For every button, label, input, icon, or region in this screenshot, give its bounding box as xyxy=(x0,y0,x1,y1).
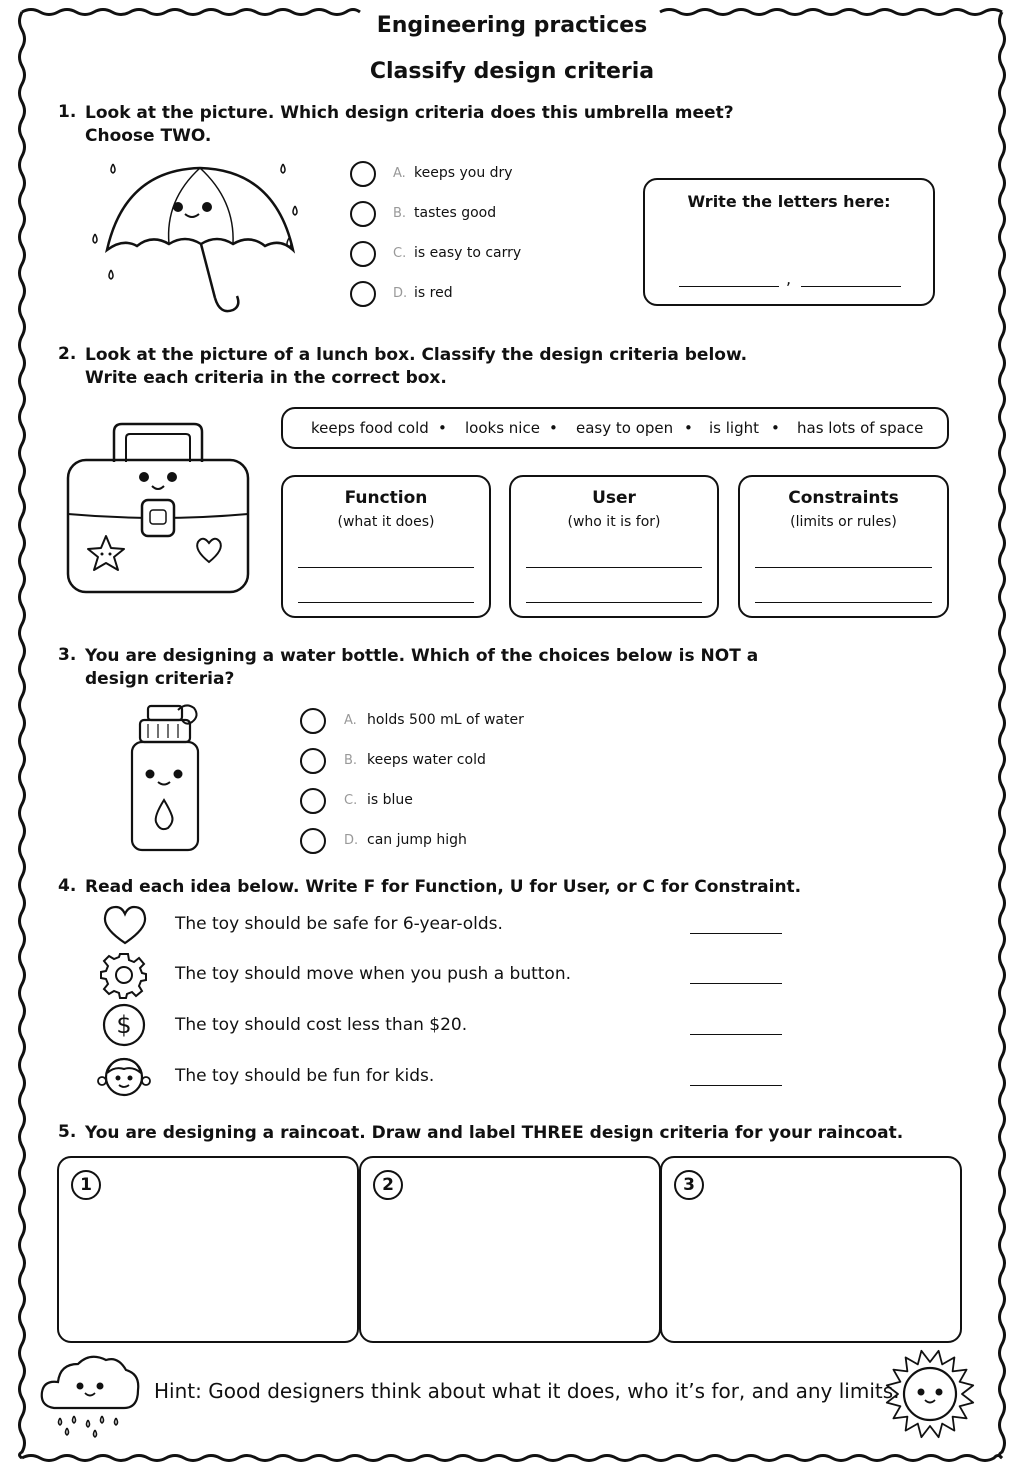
q1-answer-blank-1[interactable] xyxy=(679,286,779,287)
q4-answer-blank[interactable] xyxy=(690,1034,782,1035)
q3-number: 3. xyxy=(58,645,77,665)
raincoat-drawing-panel-1[interactable] xyxy=(57,1156,359,1343)
q4-number: 4. xyxy=(58,876,77,896)
gear-icon xyxy=(101,952,147,998)
category-subtitle: (limits or rules) xyxy=(790,514,897,530)
category-title: Constraints xyxy=(788,488,899,508)
q2-prompt-line1: Look at the picture of a lunch box. Classify the design criteria below. xyxy=(85,345,748,365)
q3-option-c-letter: C. xyxy=(344,793,358,808)
q4-item-text: The toy should cost less than $20. xyxy=(175,1015,468,1035)
q1-option-c-radio[interactable] xyxy=(350,241,376,267)
q4-item-text: The toy should move when you push a button. xyxy=(175,964,572,984)
q1-option-c-letter: C. xyxy=(393,246,407,261)
q2-number: 2. xyxy=(58,344,77,364)
category-title: Function xyxy=(344,488,428,508)
word-bank-bullet: • xyxy=(771,419,780,437)
q3-option-a-letter: A. xyxy=(344,713,357,728)
category-answer-line[interactable] xyxy=(526,602,702,603)
sun-rays xyxy=(887,1351,973,1437)
category-box-user xyxy=(509,475,719,618)
q3-option-a-radio[interactable] xyxy=(300,708,326,734)
umbrella-illustration xyxy=(85,150,315,325)
word-bank-item[interactable]: has lots of space xyxy=(797,419,924,437)
q1-option-b-letter: B. xyxy=(393,206,407,221)
q1-answer-box xyxy=(643,178,935,306)
q4-item-text: The toy should be fun for kids. xyxy=(175,1066,435,1086)
q3-option-c-text: is blue xyxy=(367,792,413,808)
q1-option-a-radio[interactable] xyxy=(350,161,376,187)
q4-answer-blank[interactable] xyxy=(690,1085,782,1086)
q1-option-b-radio[interactable] xyxy=(350,201,376,227)
lunch-box-illustration xyxy=(66,422,251,594)
category-title: User xyxy=(592,488,636,508)
category-subtitle: (who it is for) xyxy=(567,514,661,530)
raincoat-drawing-panel-3[interactable] xyxy=(660,1156,962,1343)
category-answer-line[interactable] xyxy=(526,567,702,568)
q3-option-d-text: can jump high xyxy=(367,832,467,848)
q2-prompt-line2: Write each criteria in the correct box. xyxy=(85,368,447,388)
q4-prompt: Read each idea below. Write F for Function, U for User, or C for Constraint. xyxy=(85,877,802,897)
q3-prompt-line1: You are designing a water bottle. Which of the choices below is NOT a xyxy=(85,646,759,666)
q1-answer-box-label: Write the letters here: xyxy=(687,192,891,211)
q4-answer-blank[interactable] xyxy=(690,983,782,984)
dollar-icon xyxy=(102,1003,146,1047)
category-answer-line[interactable] xyxy=(298,602,474,603)
q3-option-b-radio[interactable] xyxy=(300,748,326,774)
panel-number-badge: 2 xyxy=(373,1170,403,1200)
word-bank-bullet: • xyxy=(438,419,447,437)
q3-option-a-text: holds 500 mL of water xyxy=(367,712,524,728)
q1-option-a-letter: A. xyxy=(393,166,406,181)
child-face-icon xyxy=(97,1053,151,1099)
word-bank-item[interactable]: keeps food cold xyxy=(311,419,429,437)
word-bank-item[interactable]: is light xyxy=(709,419,759,437)
category-answer-line[interactable] xyxy=(298,567,474,568)
worksheet-subtitle: Classify design criteria xyxy=(369,59,655,84)
q1-option-d-text: is red xyxy=(414,285,453,301)
q3-prompt-line2: design criteria? xyxy=(85,669,235,689)
rain-cloud-icon xyxy=(40,1350,142,1440)
q3-option-b-letter: B. xyxy=(344,753,358,768)
raincoat-drawing-panel-2[interactable] xyxy=(359,1156,661,1343)
q1-option-a-text: keeps you dry xyxy=(414,165,513,181)
word-bank-item[interactable]: looks nice xyxy=(465,419,540,437)
q4-answer-blank[interactable] xyxy=(690,933,782,934)
category-answer-line[interactable] xyxy=(755,567,932,568)
q3-option-b-text: keeps water cold xyxy=(367,752,486,768)
water-bottle-illustration xyxy=(128,704,208,854)
heart-icon xyxy=(102,905,148,947)
q5-number: 5. xyxy=(58,1122,77,1142)
q1-option-d-letter: D. xyxy=(393,286,408,301)
category-box-constraints xyxy=(738,475,949,618)
q4-item-text: The toy should be safe for 6-year-olds. xyxy=(175,914,503,934)
q3-option-d-radio[interactable] xyxy=(300,828,326,854)
hint-text: Hint: Good designers think about what it does, who it’s for, and any limits. xyxy=(154,1379,900,1403)
q1-answer-blank-2[interactable] xyxy=(801,286,901,287)
category-subtitle: (what it does) xyxy=(337,514,435,530)
category-box-function xyxy=(281,475,491,618)
q1-prompt-line2: Choose TWO. xyxy=(85,126,212,146)
q3-option-c-radio[interactable] xyxy=(300,788,326,814)
sun-icon xyxy=(884,1348,976,1440)
q1-number: 1. xyxy=(58,102,77,122)
q1-option-c-text: is easy to carry xyxy=(414,245,522,261)
q3-option-d-letter: D. xyxy=(344,833,359,848)
panel-number-badge: 1 xyxy=(71,1170,101,1200)
word-bank-bullet: • xyxy=(549,419,558,437)
q5-prompt: You are designing a raincoat. Draw and label THREE design criteria for your raincoat. xyxy=(85,1123,904,1143)
svg-text:$: $ xyxy=(116,1011,132,1039)
worksheet-title: Engineering practices xyxy=(376,13,648,38)
q1-option-b-text: tastes good xyxy=(414,205,497,221)
category-answer-line[interactable] xyxy=(755,602,932,603)
q1-answer-separator: , xyxy=(786,269,792,288)
panel-number-badge: 3 xyxy=(674,1170,704,1200)
word-bank-bullet: • xyxy=(684,419,693,437)
q1-prompt-line1: Look at the picture. Which design criteria does this umbrella meet? xyxy=(85,103,734,123)
q1-option-d-radio[interactable] xyxy=(350,281,376,307)
word-bank-item[interactable]: easy to open xyxy=(576,419,674,437)
